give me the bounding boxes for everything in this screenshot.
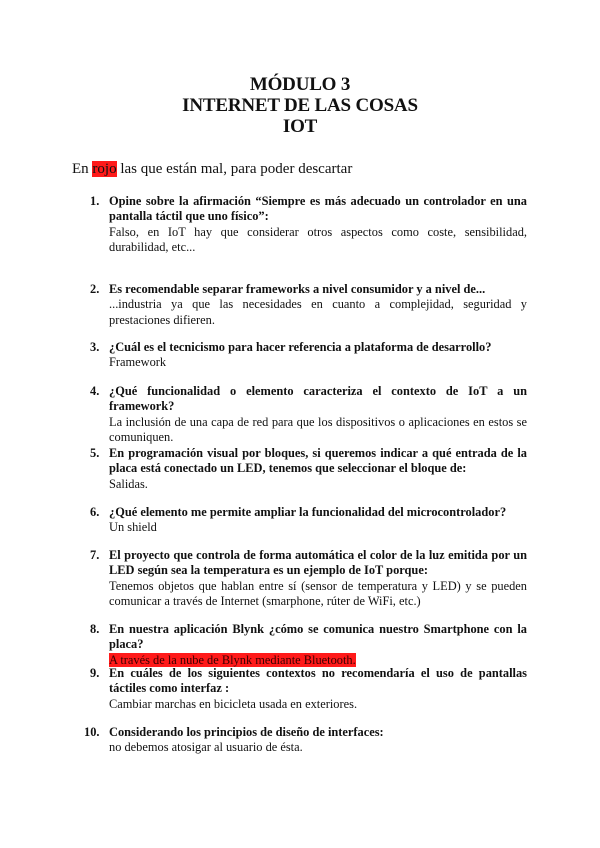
question-item-5 — [90, 446, 527, 492]
answer-text: Salidas. — [109, 476, 148, 491]
question-text: En nuestra aplicación Blynk ¿cómo se comunica nuestro Smartphone con la placa? — [109, 622, 527, 652]
question-item-3 — [90, 340, 527, 371]
answer-text: La inclusión de una capa de red para que los dispositivos o aplicaciones en estos se comuniquen. — [109, 414, 527, 445]
question-number: 6. — [90, 505, 100, 519]
intro-before: En — [72, 161, 93, 177]
question-item-6 — [90, 505, 527, 536]
question-item-1 — [90, 194, 527, 256]
question-text: En programación visual por bloques, si queremos indicar a qué entrada de la placa está conectado un LED, tenemos que seleccionar el bloque de: — [109, 446, 527, 476]
question-item-9 — [90, 666, 527, 712]
question-text: ¿Qué elemento me permite ampliar la funcionalidad del microcontrolador? — [109, 505, 507, 519]
question-item-8 — [90, 622, 527, 668]
question-item-7 — [90, 548, 527, 610]
question-number: 1. — [90, 194, 100, 208]
question-number: 5. — [90, 446, 100, 460]
title-line-2: INTERNET DE LAS COSAS — [182, 95, 418, 116]
wrong-answer-text: A través de la nube de Blynk mediante Bluetooth. — [109, 652, 356, 667]
question-number: 10. — [84, 725, 100, 739]
module-title — [0, 74, 600, 137]
answer-text: Framework — [109, 355, 167, 370]
question-number: 9. — [90, 666, 100, 680]
title-line-3: IOT — [282, 116, 318, 137]
question-text: Es recomendable separar frameworks a nivel consumidor y a nivel de... — [109, 282, 486, 296]
question-number: 3. — [90, 340, 100, 354]
answer-text: ...industria ya que las necesidades en cuanto a complejidad, seguridad y prestaciones difieren. — [109, 297, 527, 327]
question-number: 2. — [90, 282, 100, 296]
answer-text: Tenemos objetos que hablan entre sí (sensor de temperatura y LED) y se pueden comunicar a través de Internet (smarphone, rúter de WiFi, etc.) — [109, 578, 527, 609]
question-text: El proyecto que controla de forma automática el color de la luz emitida por un LED según sea la temperatura es un ejemplo de IoT porque: — [109, 548, 527, 578]
question-number: 4. — [90, 384, 100, 398]
answer-text: Un shield — [109, 520, 157, 535]
question-number: 7. — [90, 548, 100, 562]
answer-text: Cambiar marchas en bicicleta usada en exteriores. — [109, 696, 358, 711]
question-item-2 — [90, 282, 527, 328]
intro-note — [72, 160, 352, 178]
intro-highlight-word: rojo — [92, 161, 117, 177]
question-text: Considerando los principios de diseño de interfaces: — [109, 725, 384, 739]
question-item-10 — [84, 725, 527, 756]
intro-after: las que están mal, para poder descartar — [116, 161, 353, 177]
question-text: ¿Qué funcionalidad o elemento caracteriza el contexto de IoT a un framework? — [109, 384, 527, 414]
title-line-1: MÓDULO 3 — [249, 74, 351, 95]
answer-text: no debemos atosigar al usuario de ésta. — [109, 740, 303, 755]
question-item-4 — [90, 384, 527, 446]
question-text: Opine sobre la afirmación “Siempre es más adecuado un controlador en una pantalla táctil que uno físico”: — [109, 194, 527, 224]
question-text: En cuáles de los siguientes contextos no recomendaría el uso de pantallas táctiles como interfaz : — [109, 666, 527, 696]
question-number: 8. — [90, 622, 100, 636]
question-text: ¿Cuál es el tecnicismo para hacer referencia a plataforma de desarrollo? — [109, 340, 492, 354]
answer-text: Falso, en IoT hay que considerar otros aspectos como coste, sensibilidad, durabilidad, etc... — [109, 224, 527, 255]
